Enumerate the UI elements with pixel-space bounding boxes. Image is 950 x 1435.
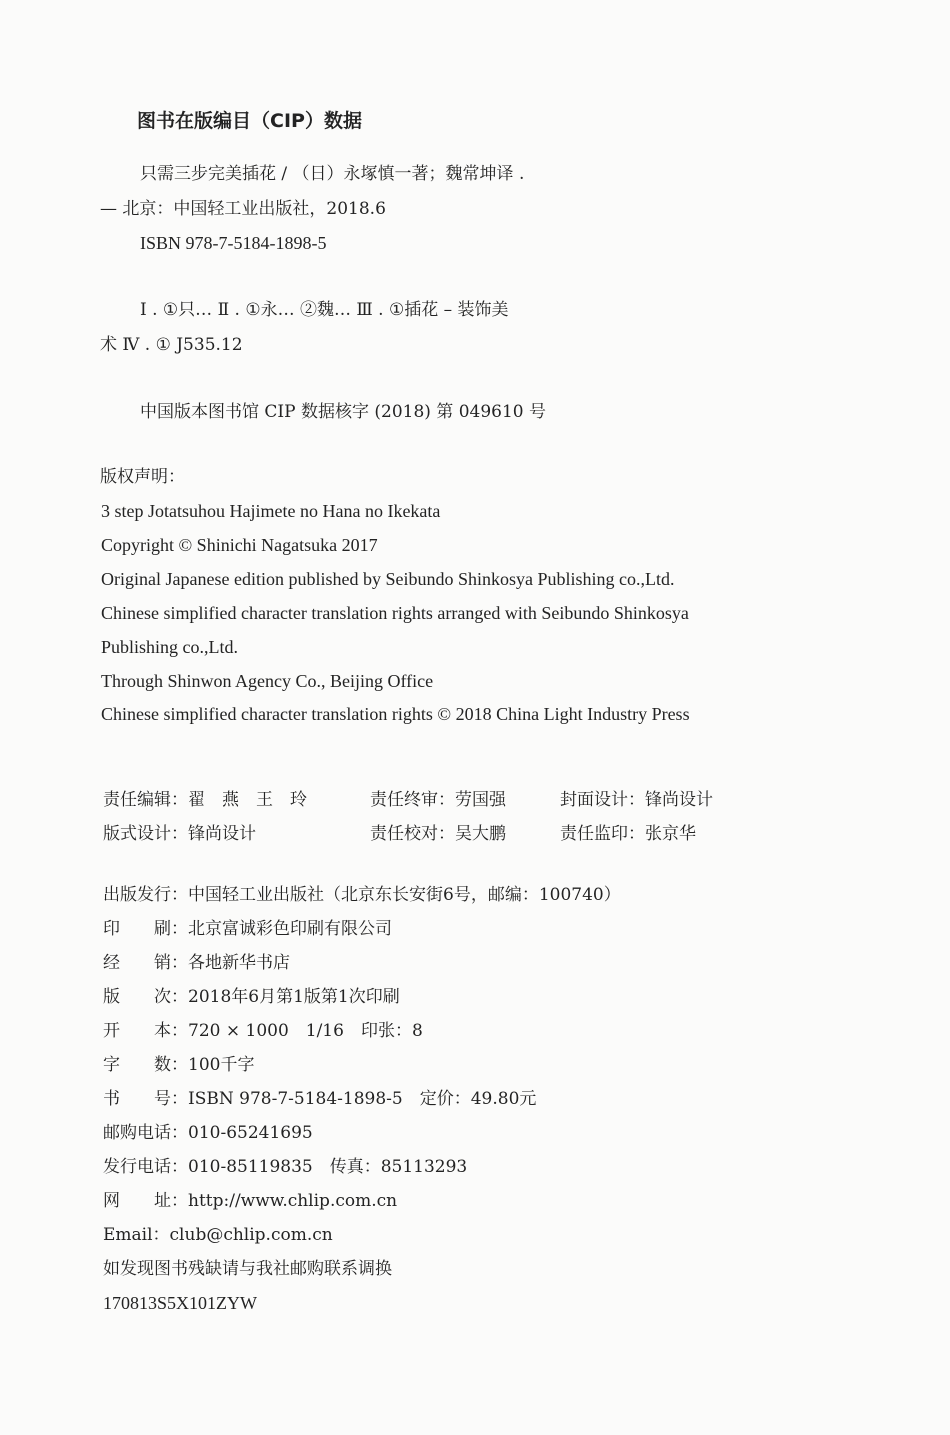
cip-heading: 图书在版编目（CIP）数据	[137, 110, 362, 132]
copyright-line: Chinese simplified character translation rights © 2018 China Light Industry Press	[101, 704, 690, 724]
staff-print-supervisor: 责任监印：张京华	[560, 824, 696, 844]
staff-final-review: 责任终审：劳国强	[370, 790, 506, 810]
pub-mail-phone: 邮购电话：010-65241695	[103, 1123, 313, 1143]
pub-distributor: 经 销：各地新华书店	[103, 953, 290, 973]
copyright-title: 版权声明：	[100, 467, 185, 487]
pub-publisher: 出版发行：中国轻工业出版社（北京东长安街6号，邮编：100740）	[103, 885, 621, 905]
copyright-line: Original Japanese edition published by Seibundo Shinkosya Publishing co.,Ltd.	[101, 569, 675, 589]
pub-dist-phone: 发行电话：010-85119835 传真：85113293	[103, 1157, 468, 1177]
cip-classification-line-2: 术 Ⅳ . ① J535.12	[100, 335, 243, 355]
pub-website: 网 址：http://www.chlip.com.cn	[103, 1191, 398, 1211]
copyright-line: Chinese simplified character translation rights arranged with Seibundo Shinkosya	[101, 603, 689, 623]
cip-classification-line: Ⅰ . ①只… Ⅱ . ①永… ②魏… Ⅲ . ①插花 – 装饰美	[140, 300, 509, 320]
copyright-line: Publishing co.,Ltd.	[101, 637, 239, 657]
pub-word-count: 字 数：100千字	[103, 1055, 255, 1075]
cip-title-line: 只需三步完美插花 / （日）永塚慎一著；魏常坤译 .	[140, 164, 525, 184]
pub-book-number: 书 号：ISBN 978-7-5184-1898-5 定价：49.80元	[103, 1089, 537, 1109]
staff-cover-design: 封面设计：锋尚设计	[560, 790, 713, 810]
pub-edition: 版 次：2018年6月第1版第1次印刷	[103, 987, 400, 1007]
cip-isbn-line: ISBN 978-7-5184-1898-5	[140, 233, 327, 253]
pub-code: 170813S5X101ZYW	[103, 1293, 257, 1313]
pub-format: 开 本：720 × 1000 1/16 印张：8	[103, 1021, 423, 1041]
copyright-line: Through Shinwon Agency Co., Beijing Office	[101, 671, 434, 691]
pub-email: Email：club@chlip.com.cn	[103, 1225, 333, 1245]
copyright-line: Copyright © Shinichi Nagatsuka 2017	[101, 535, 378, 555]
pub-notice: 如发现图书残缺请与我社邮购联系调换	[103, 1259, 392, 1279]
staff-editor: 责任编辑：翟 燕 王 玲	[103, 790, 307, 810]
staff-layout-design: 版式设计：锋尚设计	[103, 824, 256, 844]
staff-proofreader: 责任校对：吴大鹏	[370, 824, 506, 844]
cip-record-number: 中国版本图书馆 CIP 数据核字 (2018) 第 049610 号	[140, 402, 547, 422]
copyright-line: 3 step Jotatsuhou Hajimete no Hana no Ikekata	[101, 501, 441, 521]
cip-publisher-line: — 北京：中国轻工业出版社，2018.6	[100, 199, 386, 219]
pub-printer: 印 刷：北京富诚彩色印刷有限公司	[103, 919, 392, 939]
